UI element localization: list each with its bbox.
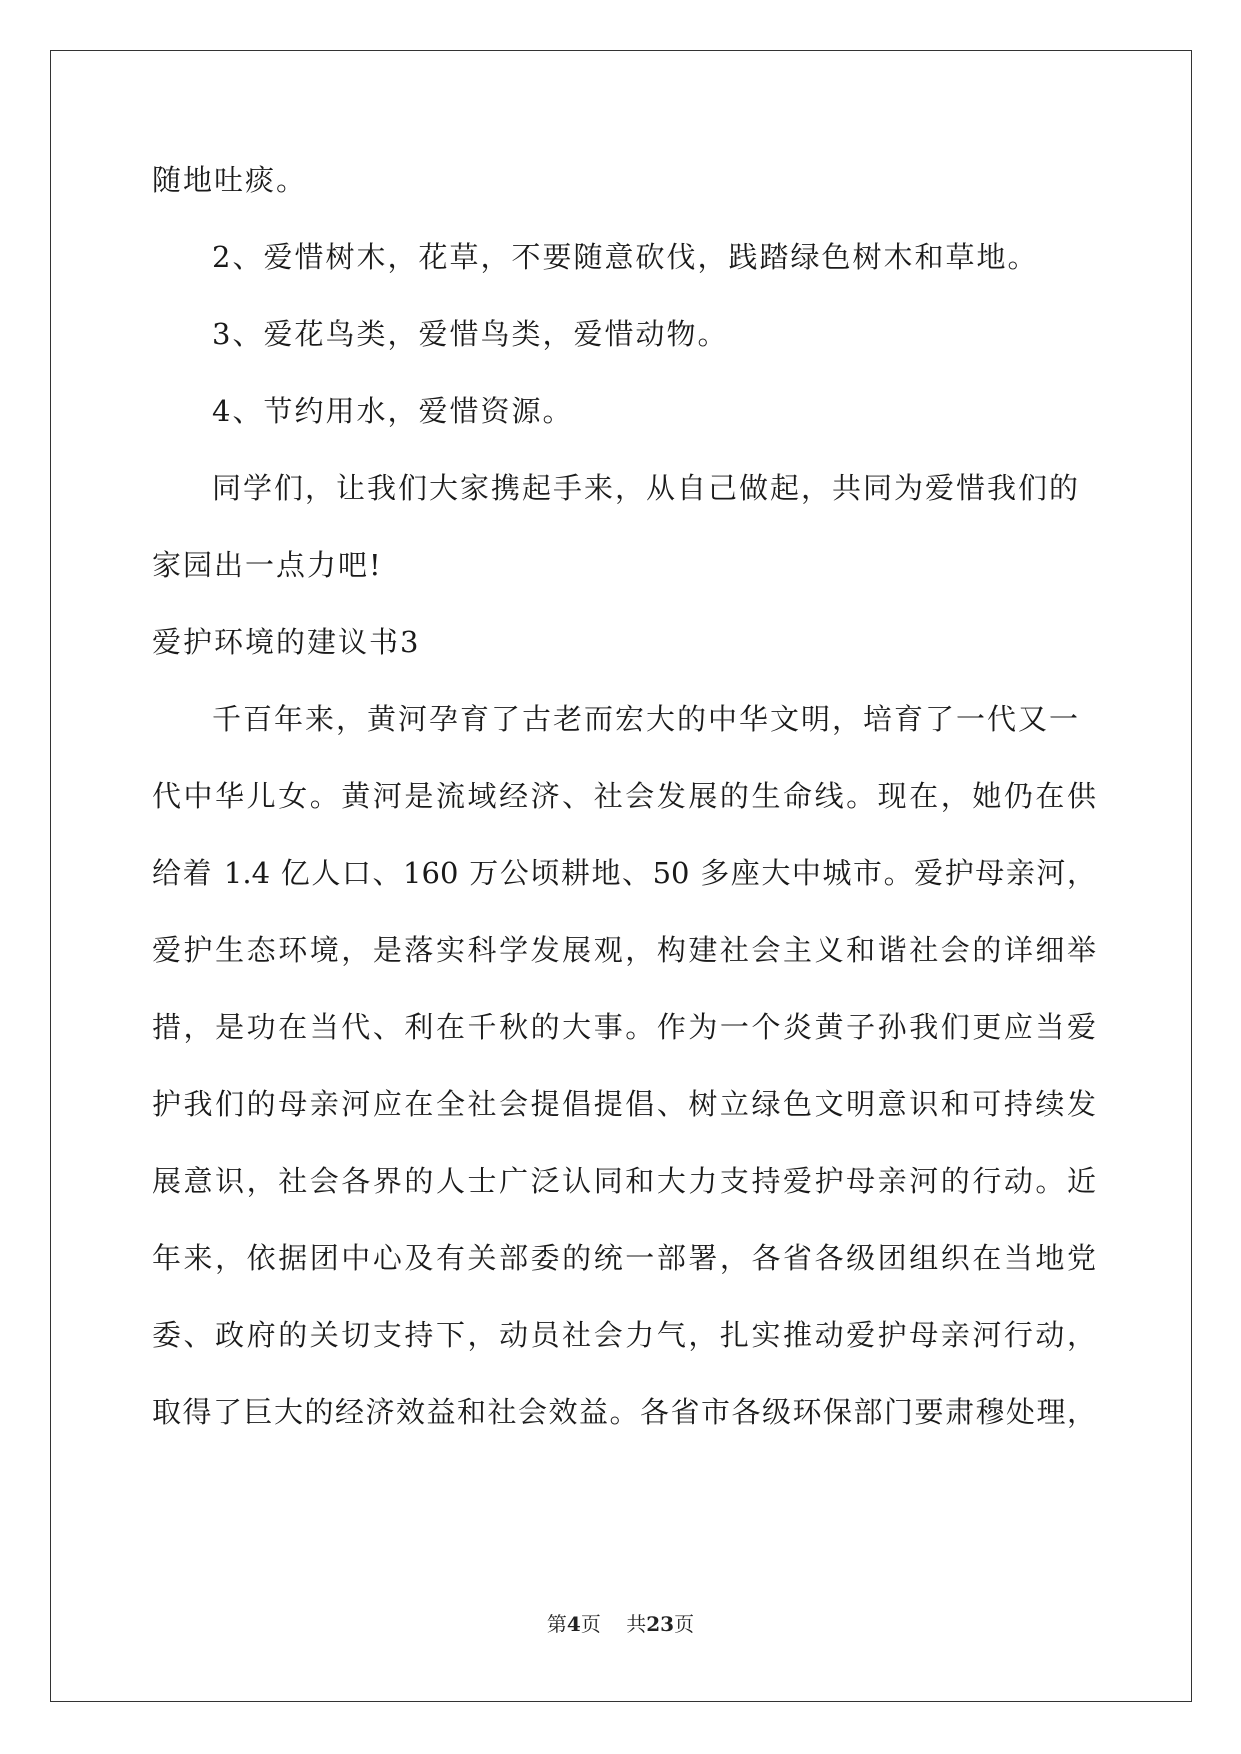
page-suffix: 页 bbox=[580, 1612, 601, 1636]
list-item: 4、节约用水，爱惜资源。 bbox=[212, 394, 574, 428]
list-item: 2、爱惜树木，花草，不要随意砍伐，践踏绿色树木和草地。 bbox=[212, 240, 1039, 274]
paragraph-line: 爱护生态环境，是落实科学发展观，构建社会主义和谐社会的详细举 bbox=[152, 933, 1096, 967]
page-number: 4 bbox=[566, 1612, 581, 1636]
paragraph-line: 给着 1.4 亿人口、160 万公顷耕地、50 多座大中城市。爱护母亲河， bbox=[152, 856, 1096, 890]
paragraph-line: 委、政府的关切支持下，动员社会力气，扎实推动爱护母亲河行动， bbox=[152, 1318, 1096, 1352]
paragraph-line: 同学们，让我们大家携起手来，从自己做起，共同为爱惜我们的 bbox=[212, 471, 1081, 505]
paragraph-line: 措，是功在当代、利在千秋的大事。作为一个炎黄子孙我们更应当爱 bbox=[152, 1010, 1096, 1044]
total-prefix: 共 bbox=[626, 1612, 647, 1636]
paragraph-line: 展意识，社会各界的人士广泛认同和大力支持爱护母亲河的行动。近 bbox=[152, 1164, 1096, 1198]
section-heading: 爱护环境的建议书3 bbox=[152, 625, 421, 659]
paragraph-line: 年来，依据团中心及有关部委的统一部署，各省各级团组织在当地党 bbox=[152, 1241, 1096, 1275]
page-footer bbox=[0, 1612, 1241, 1636]
text-line: 随地吐痰。 bbox=[152, 163, 308, 197]
total-suffix: 页 bbox=[674, 1612, 695, 1636]
paragraph-line: 代中华儿女。黄河是流域经济、社会发展的生命线。现在，她仍在供 bbox=[152, 779, 1096, 813]
paragraph-line: 取得了巨大的经济效益和社会效益。各省市各级环保部门要肃穆处理， bbox=[152, 1395, 1096, 1429]
paragraph-line: 千百年来，黄河孕育了古老而宏大的中华文明，培育了一代又一 bbox=[212, 702, 1081, 736]
paragraph-line: 家园出一点力吧! bbox=[152, 548, 383, 582]
list-item: 3、爱花鸟类，爱惜鸟类，爱惜动物。 bbox=[212, 317, 729, 351]
paragraph-line: 护我们的母亲河应在全社会提倡提倡、树立绿色文明意识和可持续发 bbox=[152, 1087, 1096, 1121]
total-pages: 23 bbox=[646, 1612, 675, 1636]
page-prefix: 第 bbox=[546, 1612, 567, 1636]
